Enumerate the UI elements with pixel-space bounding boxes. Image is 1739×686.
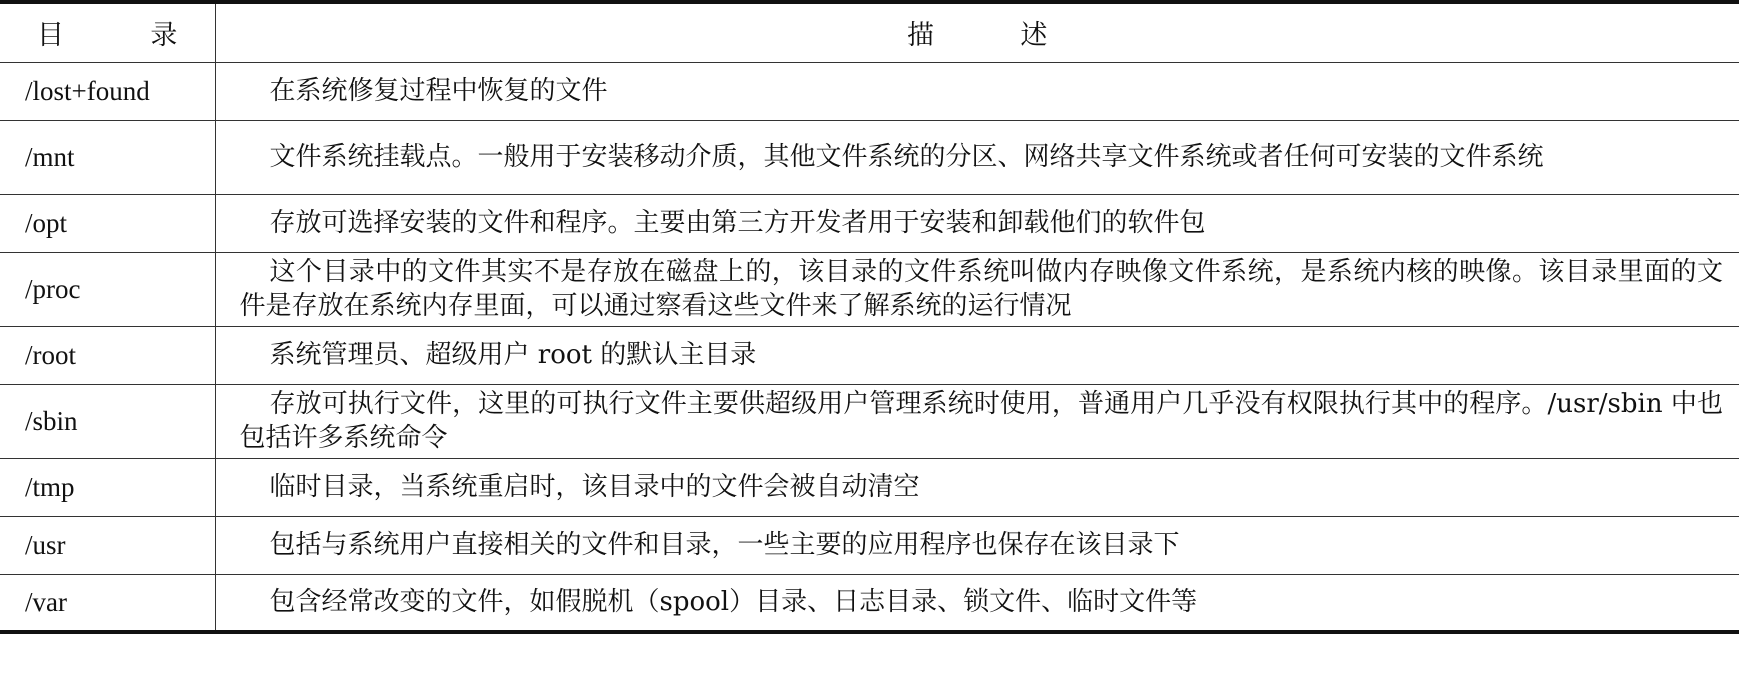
table-row: [0, 516, 1739, 574]
description-cell: 这个目录中的文件其实不是存放在磁盘上的，该目录的文件系统叫做内存映像文件系统，是系统内核的映像。该目录里面的文件是存放在系统内存里面，可以通过察看这些文件来了解系统的运行情况: [215, 252, 1739, 326]
table-row: [0, 574, 1739, 632]
directory-cell: /usr: [0, 516, 215, 574]
table-row: [0, 458, 1739, 516]
table-row: [0, 62, 1739, 120]
table-row: [0, 194, 1739, 252]
description-cell: 在系统修复过程中恢复的文件: [215, 62, 1739, 120]
table-row: [0, 326, 1739, 384]
directory-cell: /var: [0, 574, 215, 632]
directory-cell: /opt: [0, 194, 215, 252]
directory-cell: /lost+found: [0, 62, 215, 120]
description-cell: 文件系统挂载点。一般用于安装移动介质，其他文件系统的分区、网络共享文件系统或者任何可安装的文件系统: [215, 120, 1739, 194]
table-row: [0, 384, 1739, 458]
directory-cell: /tmp: [0, 458, 215, 516]
description-cell: 包含经常改变的文件，如假脱机（spool）目录、日志目录、锁文件、临时文件等: [215, 574, 1739, 632]
table-row: [0, 252, 1739, 326]
table-header-row: [0, 2, 1739, 62]
description-cell: 系统管理员、超级用户 root 的默认主目录: [215, 326, 1739, 384]
header-description: 描 述: [215, 2, 1739, 62]
description-cell: 包括与系统用户直接相关的文件和目录，一些主要的应用程序也保存在该目录下: [215, 516, 1739, 574]
directory-cell: /root: [0, 326, 215, 384]
directory-cell: /proc: [0, 252, 215, 326]
header-directory: 目 录: [0, 2, 215, 62]
description-cell: 存放可执行文件，这里的可执行文件主要供超级用户管理系统时使用，普通用户几乎没有权限执行其中的程序。/usr/sbin 中也包括许多系统命令: [215, 384, 1739, 458]
description-cell: 存放可选择安装的文件和程序。主要由第三方开发者用于安装和卸载他们的软件包: [215, 194, 1739, 252]
directory-cell: /mnt: [0, 120, 215, 194]
table-row: [0, 120, 1739, 194]
directory-cell: /sbin: [0, 384, 215, 458]
description-cell: 临时目录，当系统重启时，该目录中的文件会被自动清空: [215, 458, 1739, 516]
